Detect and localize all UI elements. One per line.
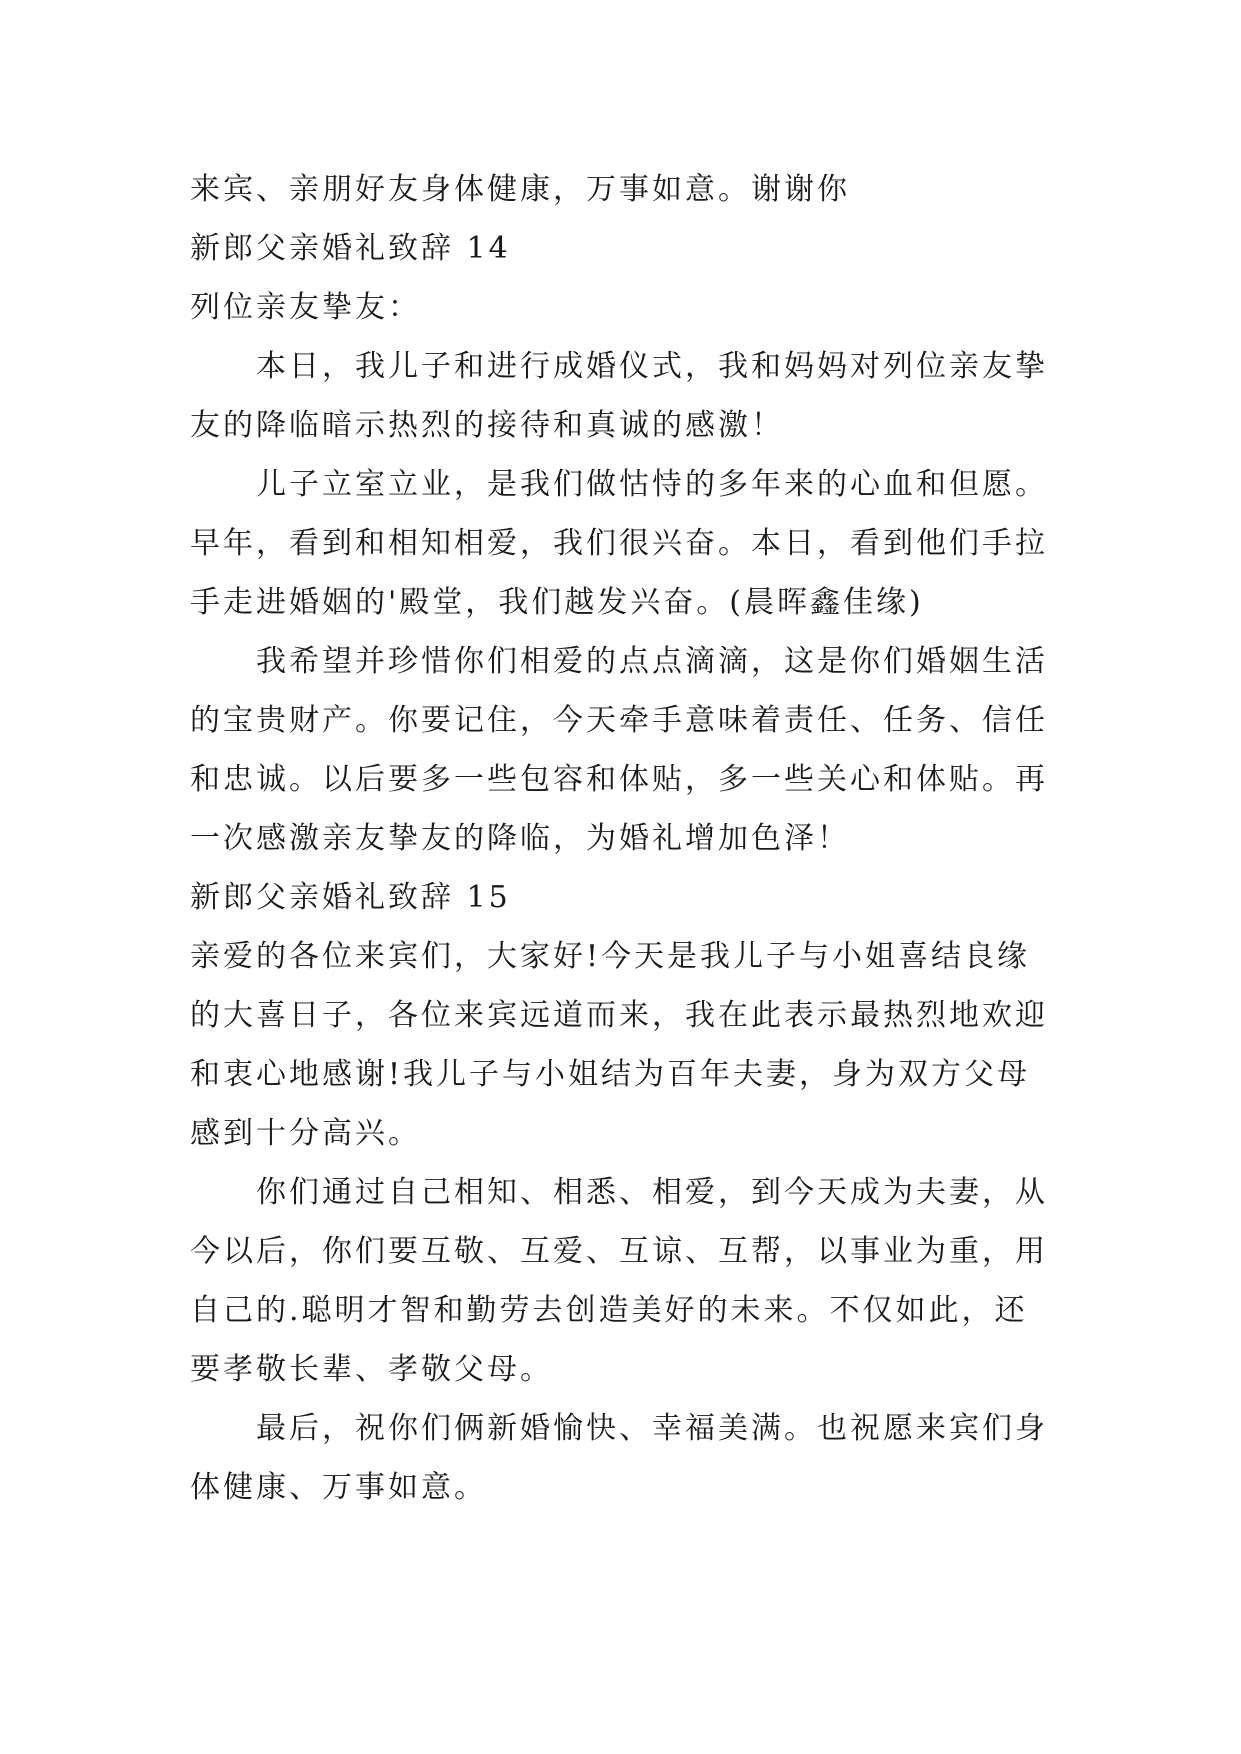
text-line: 友的降临暗示热烈的接待和真诚的感激！ (190, 408, 784, 443)
text-line: 列位亲友挚友： (190, 290, 421, 325)
text-line: 早年，看到和相知相爱，我们很兴奋。本日，看到他们手拉 (190, 526, 1048, 561)
text-line: 体健康、万事如意。 (190, 1470, 487, 1505)
text-line: 亲爱的各位来宾们，大家好!今天是我儿子与小姐喜结良缘 (190, 939, 1031, 974)
section-heading: 新郎父亲婚礼致辞 14 (190, 231, 511, 266)
text-line: 来宾、亲朋好友身体健康，万事如意。谢谢你 (190, 172, 850, 207)
text-line: 你们通过自己相知、相悉、相爱，到今天成为夫妻，从 (256, 1175, 1048, 1210)
text-line: 的大喜日子，各位来宾远道而来，我在此表示最热烈地欢迎 (190, 998, 1048, 1033)
text-line: 自己的.聪明才智和勤劳去创造美好的未来。不仅如此，还 (190, 1293, 1028, 1328)
text-line: 儿子立室立业，是我们做怙恃的多年来的心血和但愿。 (256, 467, 1048, 502)
document-body (190, 160, 1070, 1517)
text-line: 一次感激亲友挚友的降临，为婚礼增加色泽！ (190, 821, 850, 856)
text-line: 和忠诚。以后要多一些包容和体贴，多一些关心和体贴。再 (190, 762, 1048, 797)
text-line: 的宝贵财产。你要记住，今天牵手意味着责任、任务、信任 (190, 703, 1048, 738)
text-line: 我希望并珍惜你们相爱的点点滴滴，这是你们婚姻生活 (256, 644, 1048, 679)
text-line: 和衷心地感谢!我儿子与小姐结为百年夫妻，身为双方父母 (190, 1057, 1031, 1092)
text-line: 本日，我儿子和进行成婚仪式，我和妈妈对列位亲友挚 (256, 349, 1048, 384)
text-line: 最后，祝你们俩新婚愉快、幸福美满。也祝愿来宾们身 (256, 1411, 1048, 1446)
section-heading: 新郎父亲婚礼致辞 15 (190, 880, 511, 915)
text-line: 要孝敬长辈、孝敬父母。 (190, 1352, 553, 1387)
text-line: 今以后，你们要互敬、互爱、互谅、互帮，以事业为重，用 (190, 1234, 1048, 1269)
text-line: 感到十分高兴。 (190, 1116, 421, 1151)
text-line: 手走进婚姻的'殿堂，我们越发兴奋。(晨晖鑫佳缘) (190, 585, 924, 620)
